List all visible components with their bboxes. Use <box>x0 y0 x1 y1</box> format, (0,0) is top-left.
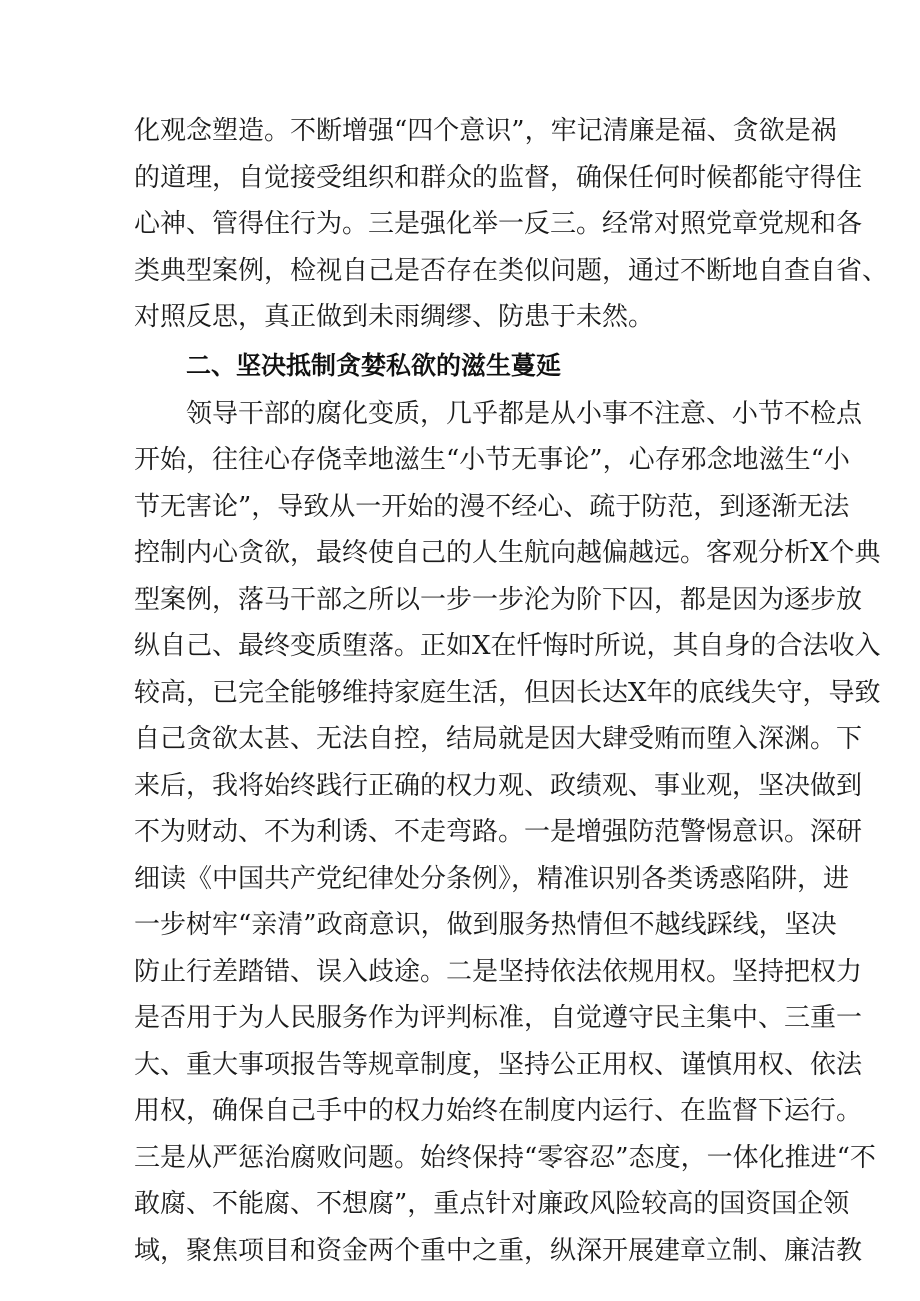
paragraph-line: 细读《中国共产党纪律处分条例》，精准识别各类诱惑陷阱，进 <box>134 863 850 894</box>
paragraph-line: 对照反思，真正做到未雨绸缪、防患于未然。 <box>134 302 655 332</box>
paragraph-line: 一步树牢“亲清”政商意识，做到服务热情但不越线踩线，坚决 <box>134 910 837 940</box>
paragraph-2 <box>134 391 881 1275</box>
paragraph-line: 来后，我将始终践行正确的权力观、政绩观、事业观，坚决做到 <box>134 770 863 801</box>
paragraph-line: 纵自己、最终变质堕落。正如X在忏悔时所说，其自身的合法收入 <box>134 631 881 661</box>
paragraph-line: 型案例，落马干部之所以一步一步沦为阶下囚，都是因为逐步放 <box>134 584 863 615</box>
paragraph-line: 是否用于为人民服务作为评判标准，自觉遵守民主集中、三重一 <box>134 1003 863 1033</box>
paragraph-line: 节无害论”，导致从一开始的漫不经心、疏于防范，到逐渐无法 <box>134 491 850 522</box>
paragraph-line: 领导干部的腐化变质，几乎都是从小事不注意、小节不检点 <box>186 398 863 429</box>
paragraph-line: 域，聚焦项目和资金两个重中之重，纵深开展建章立制、廉洁教 <box>134 1235 863 1266</box>
document-body <box>134 108 889 1274</box>
paragraph-line: 三是从严惩治腐败问题。始终保持“零容忍”态度，一体化推进“不 <box>134 1142 876 1173</box>
paragraph-line: 类典型案例，检视自己是否存在类似问题，通过不断地自查自省、 <box>134 255 889 286</box>
paragraph-line: 较高，已完全能够维持家庭生活，但因长达X年的底线失守，导致 <box>134 677 881 708</box>
paragraph-line: 开始，往往心存侥幸地滋生“小节无事论”，心存邪念地滋生“小 <box>134 445 850 475</box>
section-heading: 二、坚决抵制贪婪私欲的滋生蔓延 <box>186 350 562 380</box>
paragraph-line: 敢腐、不能腐、不想腐”，重点针对廉政风险较高的国资国企领 <box>134 1189 850 1219</box>
paragraph-line: 不为财动、不为利诱、不走弯路。一是增强防范警惕意识。深研 <box>134 817 863 847</box>
paragraph-line: 自己贪欲太甚、无法自控，结局就是因大肆受贿而堕入深渊。下 <box>134 724 863 754</box>
paragraph-line: 用权，确保自己手中的权力始终在制度内运行、在监督下运行。 <box>134 1096 863 1126</box>
paragraph-line: 心神、管得住行为。三是强化举一反三。经常对照党章党规和各 <box>134 209 863 239</box>
paragraph-1 <box>134 108 889 341</box>
paragraph-line: 化观念塑造。不断增强“四个意识”，牢记清廉是福、贪欲是祸 <box>134 116 837 146</box>
paragraph-line: 大、重大事项报告等规章制度，坚持公正用权、谨慎用权、依法 <box>134 1049 863 1080</box>
paragraph-line: 的道理，自觉接受组织和群众的监督，确保任何时候都能守得住 <box>134 162 863 193</box>
paragraph-line: 控制内心贪欲，最终使自己的人生航向越偏越远。客观分析X个典 <box>134 538 881 568</box>
paragraph-line: 防止行差踏错、误入歧途。二是坚持依法依规用权。坚持把权力 <box>134 956 863 987</box>
